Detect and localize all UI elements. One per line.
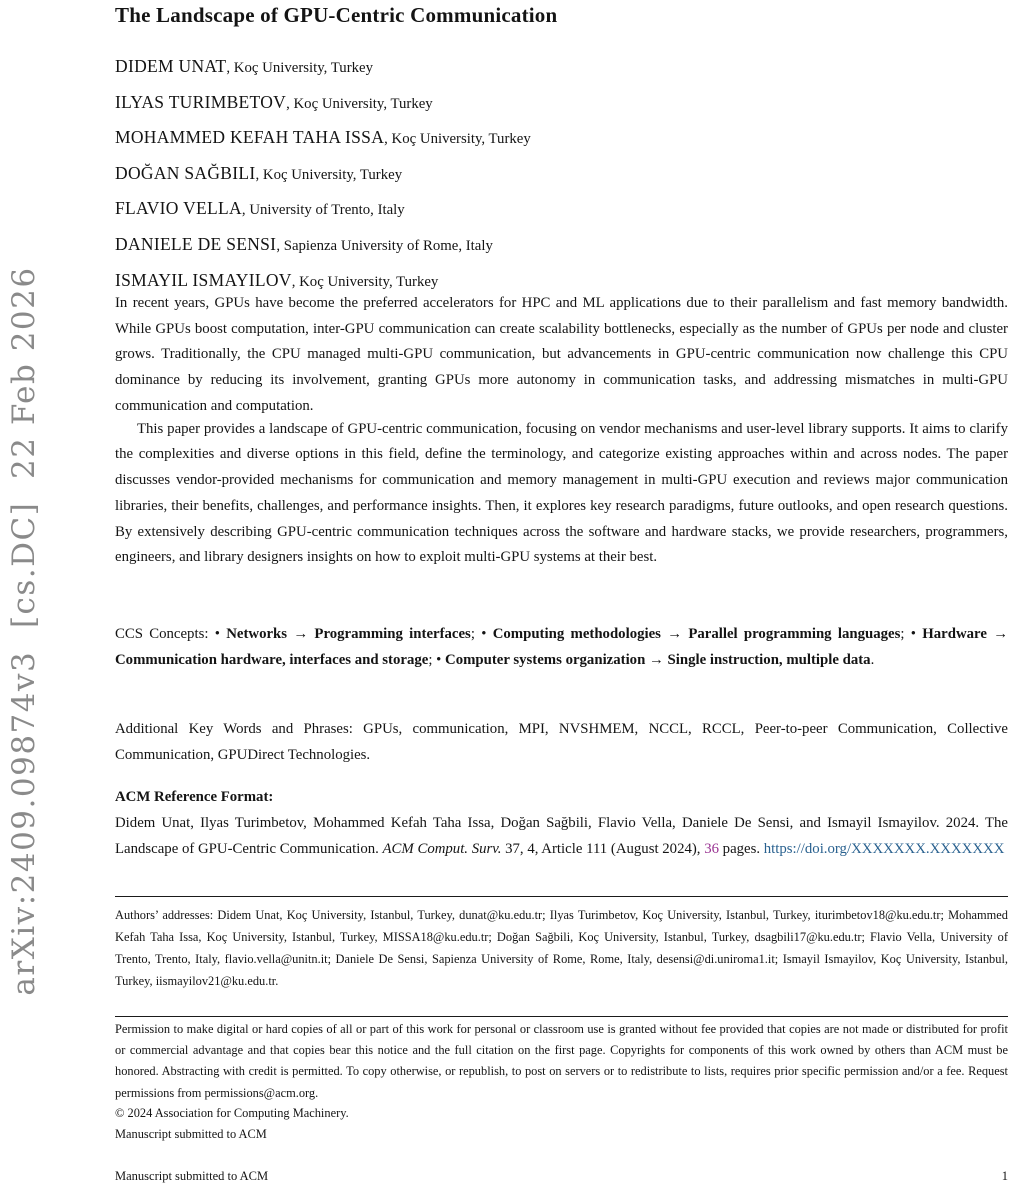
text-segment: CCS Concepts: [115,626,215,642]
text-segment: . [870,651,875,668]
text-segment: Networks [226,626,288,642]
author-row [115,192,1008,228]
ccs-concepts [115,622,1008,673]
author-row [115,86,1008,122]
author-affiliation: , Koç University, Turkey [384,131,531,148]
text-segment: • [436,651,446,668]
authors-addresses: Authors’ addresses: Didem Unat, Koç University, Istanbul, Turkey, dunat@ku.edu.tr; Ilyas Turimbetov, Koç University, Istanbul, Turkey, iturimbetov18@ku.edu.tr; Mohammed Kefah Taha Issa, Koç University, Istanbul, Turkey, MISSA18@ku.edu.tr; Doğan Sağbili, Koç University, Istanbul, Turkey, dsagbili17@ku.edu.tr; Flavio Vella, University of Trento, Trento, Italy, flavio.vella@unitn.it; Daniele De Sensi, Sapienza University of Rome, Rome, Italy, desensi@di.uniroma1.it; Ismayil Ismayilov, Koç University, Istanbul, Turkey, iismayilov21@ku.edu.tr. [115,908,1008,988]
text-segment: Communication hardware, interfaces and storage [115,651,429,668]
author-name: ILYAS TURIMBETOV [115,91,287,112]
permission-notice: Permission to make digital or hard copies of all or part of this work for personal or classroom use is granted without fee provided that copies are not made or distributed for profit or commercial advantage and that copies bear this notice and the full citation on the first page. Copyrights for components of this work owned by others than ACM must be honored. Abstracting with credit is permitted. To copy otherwise, or republish, to post on servers or to redistribute to lists, requires prior specific permission and/or a fee. Request permissions from permissions@acm.org. [115,1022,1008,1100]
text-segment: • [910,626,923,642]
abstract-paragraph-1: In recent years, GPUs have become the preferred accelerators for HPC and ML applications due to their parallelism and fast memory bandwidth. While GPUs boost computation, inter-GPU communication can create scalability bottlenecks, especially as the number of GPUs per node and cluster grows. Traditionally, the CPU managed multi-GPU communication, but advancements in GPU-centric communication now challenge this CPU dominance by reducing its involvement, granting GPUs more autonomy in communication tasks, and addressing mismatches in multi-GPU communication and computation. [115,295,1008,414]
doi-link[interactable]: https://doi.org/ [763,840,852,857]
page-content [115,0,1008,1192]
author-name: FLAVIO VELLA [115,198,242,219]
author-affiliation: , Koç University, Turkey [291,273,439,290]
author-affiliation: , University of Trento, Italy [241,202,405,219]
text-segment: ; [900,626,911,642]
text-segment: ; [428,651,437,668]
text-segment: → [986,626,1009,642]
author-name: DIDEM UNAT [115,56,227,76]
text-segment: • [214,626,227,642]
copyright-line: © 2024 Association for Computing Machinery. [115,1106,349,1120]
text-segment: Didem Unat, Ilyas Turimbetov, Mohammed Kefah Taha Issa, Doğan Sağbili, Flavio Vella, Daniele De Sensi, and Ismayil Ismayilov. 2024. The Landscape of GPU-Centric Communication. [115,815,1008,857]
page-footer [115,1167,1008,1185]
author-list [115,50,1008,299]
text-segment: 37, 4, Article 111 (August 2024), [501,840,705,857]
pages-link[interactable]: 36 [704,840,719,857]
author-name: DANIELE DE SENSI [115,233,277,254]
author-row [115,157,1008,193]
arxiv-watermark: arXiv:2409.09874v3 [cs.DC] 22 Feb 2026 [6,266,42,996]
footer-manuscript-note: Manuscript submitted to ACM [115,1169,269,1183]
divider [115,1016,1008,1017]
acm-reference-heading: ACM Reference Format: [115,789,274,805]
text-segment: Programming interfaces [314,626,471,642]
doi-link[interactable]: XXXXXXX.XXXXXXX [851,840,1005,857]
author-name: ISMAYIL ISMAYILOV [115,269,292,290]
manuscript-line: Manuscript submitted to ACM [115,1127,267,1141]
paper-title: The Landscape of GPU-Centric Communication [115,3,558,27]
author-name: DOĞAN SAĞBILI [115,162,256,183]
author-row [115,50,1008,86]
text-segment: → [645,651,668,668]
text-segment: Computer systems organization [445,651,646,668]
text-segment: ; [470,626,482,642]
author-row [115,121,1008,157]
acm-reference [115,811,1008,862]
text-segment: → [660,626,689,642]
author-affiliation: , Koç University, Turkey [255,166,403,183]
text-segment: Single instruction, multiple data [667,651,871,668]
author-affiliation: , Sapienza University of Rome, Italy [276,237,493,254]
author-affiliation: , Koç University, Turkey [226,60,374,76]
text-segment: Hardware [922,626,987,642]
divider [115,896,1008,897]
abstract-paragraph-2: This paper provides a landscape of GPU-centric communication, focusing on vendor mechanisms and user-level library supports. It aims to clarify the complexities and diverse options in this field, define the terminology, and categorize existing approaches within and across nodes. The paper discusses vendor-provided mechanisms for communication and memory management in multi-GPU execution and reviews major communication libraries, their benefits, challenges, and performance insights. Then, it explores key research paradigms, future outlooks, and open research questions. By extensively describing GPU-centric communication techniques across the software and hardware stacks, we provide researchers, programmers, engineers, and library designers insights on how to exploit multi-GPU systems at their best. [115,420,1008,566]
keywords: Additional Key Words and Phrases: GPUs, communication, MPI, NVSHMEM, NCCL, RCCL, Peer-to-peer Communication, Collective Communication, GPUDirect Technologies. [115,721,1008,763]
text-segment: • [481,626,493,642]
author-name: MOHAMMED KEFAH TAHA ISSA [115,127,385,148]
text-segment: Computing methodologies [492,626,661,642]
author-affiliation: , Koç University, Turkey [286,95,433,112]
text-segment: pages. [718,840,764,857]
author-row [115,228,1008,264]
text-segment: Parallel programming languages [688,626,901,642]
text-segment: → [287,626,315,642]
text-segment: ACM Comput. Surv. [382,840,502,857]
page-number: 1 [1001,1169,1008,1183]
